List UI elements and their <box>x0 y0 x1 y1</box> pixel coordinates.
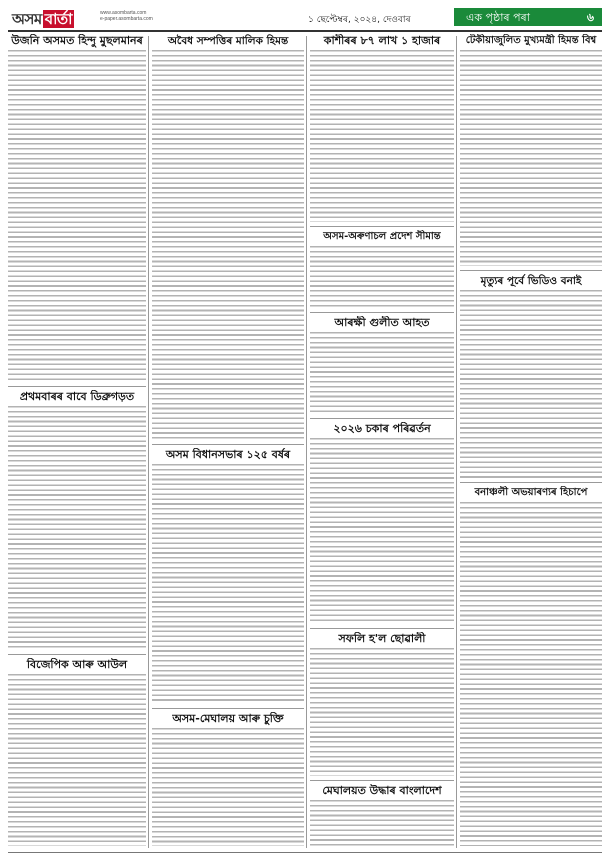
article-headline: টেকীয়াজুলিত মুখ্যমন্ত্ৰী হিমন্ত বিশ্ব <box>465 35 597 46</box>
article-assembly-125[interactable] <box>152 448 304 706</box>
article-headline: উজনি অসমত হিন্দু মুছলমানৰ <box>11 34 143 47</box>
website-info <box>100 10 153 22</box>
article-body <box>310 800 454 846</box>
article-headline: কাশীৰৰ ৮৭ লাখ ১ হাজাৰ <box>323 34 441 47</box>
article-headline: বনাঞ্চলী অভয়াৰণ্যৰ হিচাপে <box>474 487 588 498</box>
article-headline: ২০২৬ চকাৰ পৰিৱৰ্তন <box>333 422 431 435</box>
article-body <box>152 728 304 846</box>
column-divider <box>456 36 457 848</box>
section-divider <box>310 418 454 419</box>
logo-text-2: বাৰ্তা <box>44 10 73 28</box>
section-divider <box>8 386 146 387</box>
article-himanta-property[interactable] <box>152 34 304 442</box>
page-label: এক পৃষ্ঠাৰ পৰা <box>466 11 530 24</box>
website-url[interactable]: www.asombarta.com <box>100 10 147 16</box>
article-body <box>310 246 454 308</box>
header-rule <box>8 30 602 32</box>
footer-rule <box>8 852 602 853</box>
article-headline: সফলি হ'ল ছোৱালী <box>338 632 426 645</box>
article-body <box>8 50 146 382</box>
article-headline: অসম-মেঘালয় আৰু চুক্তি <box>172 712 284 725</box>
article-police-firing[interactable] <box>310 316 454 416</box>
section-divider <box>310 226 454 227</box>
article-body <box>310 332 454 414</box>
article-video-before-death[interactable] <box>460 274 602 480</box>
article-assam-meghalaya[interactable] <box>152 712 304 848</box>
article-headline: অবৈধ সম্পত্তিৰ মালিক হিমন্ত <box>167 35 289 47</box>
page-number: ৬ <box>586 11 594 24</box>
article-tekiajuli-cm[interactable] <box>460 34 602 268</box>
section-divider <box>460 482 602 483</box>
article-body <box>460 50 602 266</box>
logo-text-1: অসম <box>12 10 42 28</box>
article-body <box>310 438 454 624</box>
article-girl-success[interactable] <box>310 632 454 778</box>
article-2026-change[interactable] <box>310 422 454 626</box>
section-divider <box>310 780 454 781</box>
newspaper-logo[interactable] <box>12 8 74 28</box>
article-headline: আৰক্ষী গুলীত আহত <box>334 316 430 329</box>
epaper-url[interactable]: e-paper.asombarta.com <box>100 16 153 22</box>
article-meghalaya-bangladesh[interactable] <box>310 784 454 848</box>
article-sanctuary[interactable] <box>460 486 602 848</box>
article-body <box>310 50 454 222</box>
column-divider <box>148 36 149 848</box>
article-headline: অসম-অৰুণাচল প্ৰদেশ সীমান্ত <box>323 231 441 242</box>
article-body <box>460 290 602 478</box>
article-dibrugarh[interactable] <box>8 390 146 652</box>
column-divider <box>306 36 307 848</box>
article-hindu-muslim[interactable] <box>8 34 146 384</box>
masthead <box>8 6 602 32</box>
article-bjp[interactable] <box>8 658 146 848</box>
article-body <box>310 648 454 776</box>
article-body <box>460 502 602 846</box>
issue-date: ১ ছেপ্টেম্বৰ, ২০২৪, দেওবাৰ <box>308 15 411 25</box>
section-divider <box>310 628 454 629</box>
section-divider <box>152 708 304 709</box>
section-divider <box>8 654 146 655</box>
section-divider <box>460 270 602 271</box>
article-body <box>152 464 304 704</box>
article-body <box>8 674 146 846</box>
section-divider <box>152 444 304 445</box>
article-headline: প্ৰথমবাৰৰ বাবে ডিব্ৰুগড়ত <box>19 390 135 403</box>
article-body <box>8 406 146 650</box>
article-body <box>152 50 304 440</box>
article-headline: অসম বিধানসভাৰ ১২৫ বৰ্ষৰ <box>165 448 291 461</box>
page-tag <box>454 8 602 26</box>
section-divider <box>310 312 454 313</box>
article-headline: মৃত্যুৰ পূৰ্বে ভিডিও বনাই <box>480 275 582 287</box>
article-kashir-87-lakh[interactable] <box>310 34 454 224</box>
article-headline: মেঘালয়ত উদ্ধাৰ বাংলাদেশ <box>322 784 442 797</box>
article-arunachal-border[interactable] <box>310 230 454 310</box>
article-headline: বিজেপিক আৰু আউল <box>26 658 128 671</box>
newspaper-page <box>8 6 602 856</box>
